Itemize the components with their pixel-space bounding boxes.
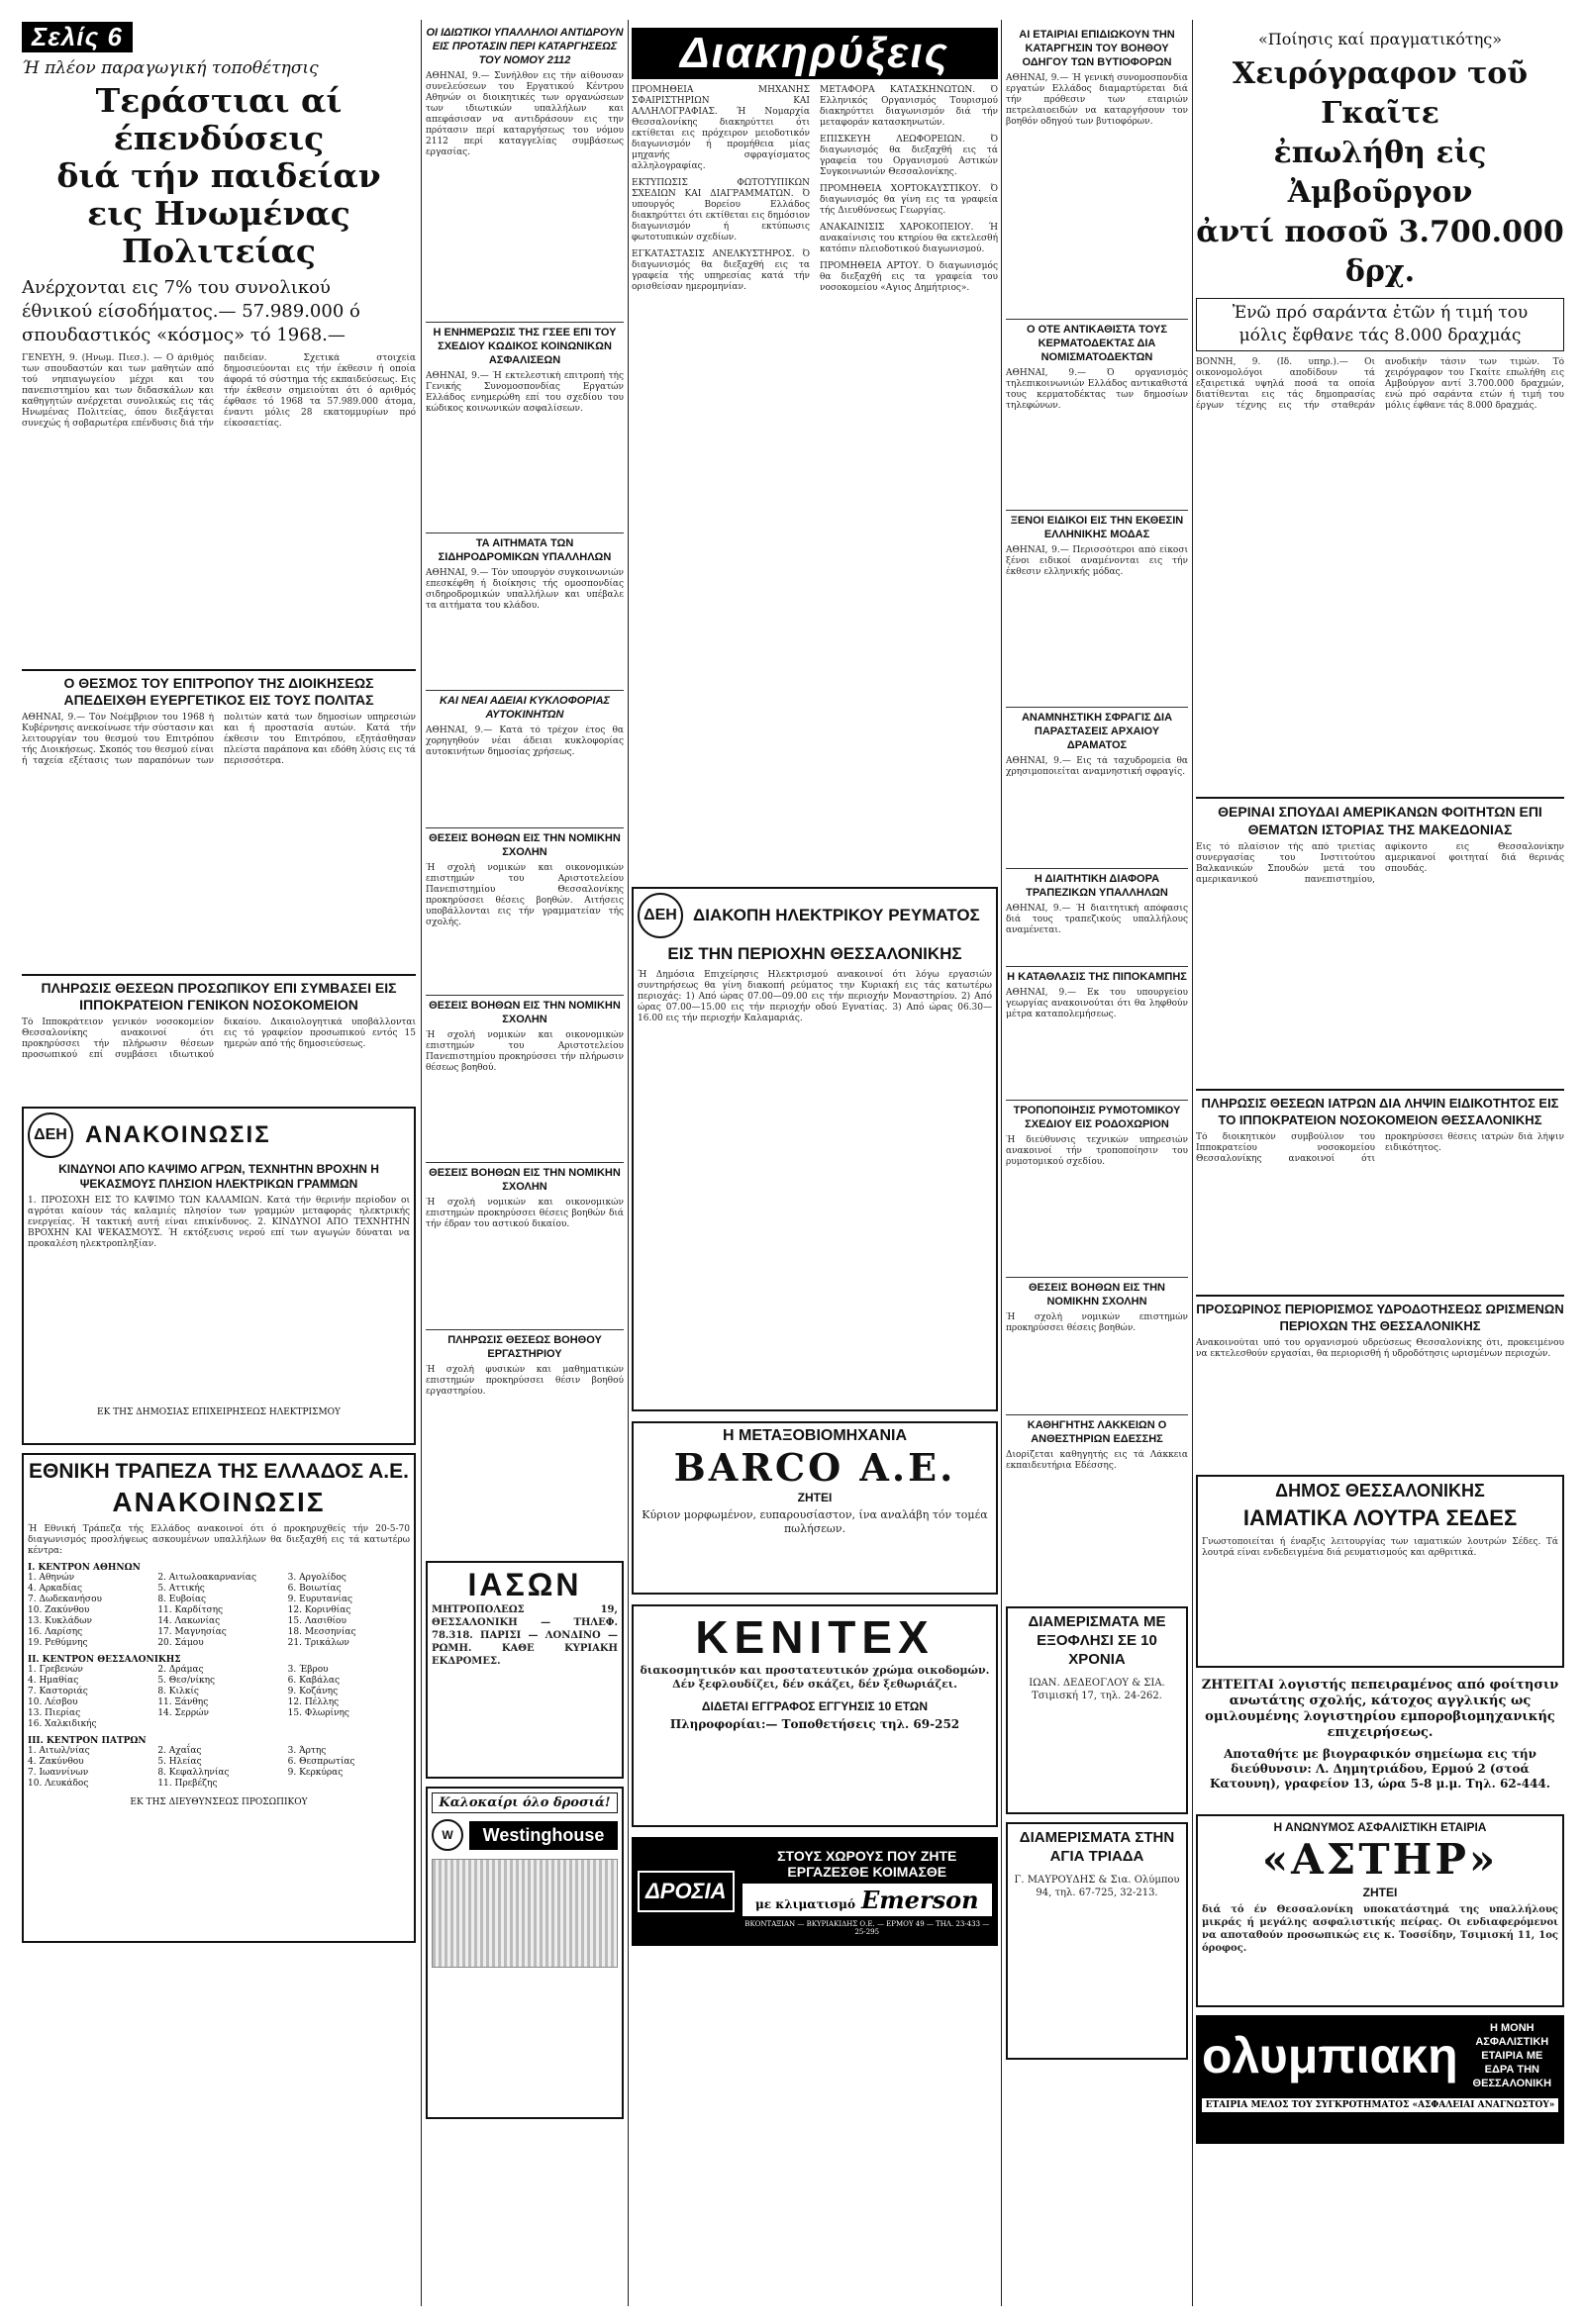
center-list-item: 1. Αιτωλ/νίας xyxy=(28,1746,90,1756)
iason-ad xyxy=(426,1561,624,1779)
article-body: ΑΘΗΝΑΙ, 9.— Ή διαιτητική απόφασις διά τους τραπεζικούς υπαλλήλους αναμένεται. xyxy=(1006,904,1188,935)
center-list-item: 2. Αχαΐας xyxy=(157,1746,202,1756)
center-title: III. ΚΕΝΤΡΟΝ ΠΑΤΡΩΝ xyxy=(28,1736,147,1746)
article-headline: ΑΝΑΜΝΗΣΤΙΚΗ ΣΦΡΑΓΙΣ ΔΙΑ ΠΑΡΑΣΤΑΣΕΙΣ ΑΡΧΑΙΟΥ ΔΡΑΜΑΤΟΣ xyxy=(1021,712,1173,751)
center-list-item: 9. Ευρυτανίας xyxy=(287,1595,353,1604)
center-list-item: 18. Μεσσηνίας xyxy=(287,1627,356,1637)
article-headline: Τεράστιαι αί έπενδύσεις διά τήν παιδείαν εις Ηνωμένας Πολιτείας xyxy=(56,81,381,270)
notice-title: ΑΝΑΚΟΙΝΩΣΙΣ xyxy=(85,1121,271,1148)
declaration-item: ΜΕΤΑΦΟΡΑ ΚΑΤΑΣΚΗΝΩΤΩΝ. Ό Ελληνικός Οργανισμός Τουρισμού διακηρύττει διαγωνισμόν διά τήν μεταφοράν κατασκηνωτών. xyxy=(820,85,998,128)
ad-ask: ΖΗΤΕΙ xyxy=(797,1491,833,1504)
ad-body: διακοσμητικόν και προστατευτικόν χρώμα οικοδομών. Δέν ξεφλουδίζει, δέν σκάζει, δέν ξεθωριάζει. xyxy=(640,1664,990,1691)
divider xyxy=(1006,966,1188,967)
article-headline: Η ΚΑΤΑΘΛΑΣΙΣ ΤΗΣ ΠΙΠΟΚΑΜΠΗΣ xyxy=(1007,971,1187,983)
bank-title: ΕΘΝΙΚΗ ΤΡΑΠΕΖΑ ΤΗΣ ΕΛΛΑΔΟΣ Α.Ε. xyxy=(29,1460,409,1483)
center-title: I. ΚΕΝΤΡΟΝ ΑΘΗΝΩΝ xyxy=(28,1563,141,1573)
center-list-item: 13. Κυκλάδων xyxy=(28,1616,93,1626)
divider xyxy=(1006,319,1188,320)
center-list-item: 16. Λαρίσης xyxy=(28,1627,83,1637)
deh-logo-icon: ΔΕΗ xyxy=(28,1113,73,1158)
divider xyxy=(1006,510,1188,511)
notice-body: 1. ΠΡΟΣΟΧΗ ΕΙΣ ΤΟ ΚΑΨΙΜΟ ΤΩΝ ΚΑΛΑΜΙΩΝ. Κατά τήν θερινήν περίοδον οι αγρόται καίουν τάς καλαμιές πλησίον των γραμμών μεταφοράς ηλεκτρικής ενεργείας. Ή τακτική αυτή είναι επικίνδυνος. 2. ΚΙΝΔΥΝΟΙ ΑΠΟ ΤΕΧΝΗΤΗΝ ΒΡΟΧΗΝ ΚΑΙ ΨΕΚΑΣΜΟΥΣ. Ή εκτόξευσις νερού επί των αγωγών δύναται να προκαλέση ηλεκτροπληξίαν. xyxy=(28,1196,410,1249)
ad-title: BARCO A.E. xyxy=(673,1445,956,1490)
notice-signature: ΕΚ ΤΗΣ ΔΗΜΟΣΙΑΣ ΕΠΙΧΕΙΡΗΣΕΩΣ ΗΛΕΚΤΡΙΣΜΟΥ xyxy=(97,1407,341,1417)
article-body: ΑΘΗΝΑΙ, 9.— Ό οργανισμός τηλεπικοινωνιών Ελλάδος αντικαθιστά τους κερματοδέκτας των δημοσίων τηλεφώνων. xyxy=(1006,368,1188,411)
ad-title: ΔΙΑΜΕΡΙΣΜΑΤΑ ΣΤΗΝ ΑΓΙΑ ΤΡΙΑΔΑ xyxy=(1019,1829,1175,1865)
article-headline: ΤΡΟΠΟΠΟΙΗΣΙΣ ΡΥΜΟΤΟΜΙΚΟΥ ΣΧΕΔΙΟΥ ΕΙΣ ΡΟΔΟΧΩΡΙΟΝ xyxy=(1013,1105,1181,1130)
barco-ad xyxy=(632,1421,998,1595)
article-body: ΑΘΗΝΑΙ, 9.— Ή γενική συνομοσπονδία εργατών Ελλάδος διαμαρτύρεται διά τήν πρόθεσιν των εταιριών πετρελαιοειδών να καταργήσουν τον βοηθόν οδηγού των βυτιοφόρων. xyxy=(1006,73,1188,127)
column-rule xyxy=(1001,20,1002,2306)
center-list-item: 4. Ζακύνθου xyxy=(28,1757,84,1767)
article-body: ΒΟΝΝΗ, 9. (Ιδ. υπηρ.).— Οι οικονομολόγοι αποδίδουν τά εξαιρετικά υψηλά ποσά τα οποία διατίθενται εις τάς δημοπρασίας έργων τέχνης εις τήν σταθεράν ανοδικήν τάσιν των τιμών. Τό χειρόγραφον του Γκαίτε επωλήθη εις Αμβούργον αντί 3.700.000 δραχμών, ενώ πρό σαράντα ετών ή τιμή του μόλις έφθανε τάς 8.000 δραχμάς. xyxy=(1196,357,1564,411)
center-list-item: 21. Τρικάλων xyxy=(287,1638,349,1648)
center-list-item: 7. Δωδεκανήσου xyxy=(28,1595,102,1604)
sedes-baths-notice xyxy=(1196,1475,1564,1668)
power-cut-notice xyxy=(632,887,998,1411)
ad-title: ΙΑΣΩΝ xyxy=(467,1567,582,1602)
center-list-item: 6. Καβάλας xyxy=(287,1676,341,1686)
center-list-item: 19. Ρεθύμνης xyxy=(28,1638,88,1648)
center-list-item: 15. Λασιθίου xyxy=(287,1616,346,1626)
center-list-item: 14. Σερρών xyxy=(157,1708,209,1718)
divider xyxy=(1006,1277,1188,1278)
article-body: ΑΘΗΝΑΙ, 9.— Τόν υπουργόν συγκοινωνιών επεσκέφθη ή διοίκησις τής ομοσπονδίας σιδηροδρομικών υπαλλήλων και υπέβαλε τα αιτήματα του κλάδου. xyxy=(426,568,624,611)
declaration-item: ΠΡΟΜΗΘΕΙΑ ΑΡΤΟΥ. Ό διαγωνισμός θα διεξαχθή εις τα γραφεία του νοσοκομείου «Αγιος Δημήτριος». xyxy=(820,261,998,293)
center-list xyxy=(28,1746,410,1790)
center-list-item: 14. Λακωνίας xyxy=(157,1616,221,1626)
center-list xyxy=(28,1665,410,1730)
center-list-item: 6. Θεσπρωτίας xyxy=(287,1757,355,1767)
article-body: ΑΘΗΝΑΙ, 9.— Κατά τό τρέχον έτος θα χορηγηθούν νέαι άδειαι κυκλοφορίας αυτοκινήτων δημοσίας χρήσεως. xyxy=(426,726,624,757)
article-headline: ΚΑΘΗΓΗΤΗΣ ΛΑΚΚΕΙΩΝ Ο ΑΝΘΕΣΤΗΡΙΩΝ ΕΔΕΣΣΗΣ xyxy=(1027,1419,1167,1445)
article-headline: ΘΕΣΕΙΣ ΒΟΗΘΩΝ ΕΙΣ ΤΗΝ ΝΟΜΙΚΗΝ ΣΧΟΛΗΝ xyxy=(429,1000,621,1025)
center-list-item: 3. Αργολίδος xyxy=(287,1573,346,1583)
deh-logo-icon: ΔΕΗ xyxy=(638,893,683,938)
divider xyxy=(426,1329,624,1330)
deh-notice xyxy=(22,1107,416,1445)
apartments-ad xyxy=(1006,1822,1188,2060)
article-headline: ΘΕΣΕΙΣ ΒΟΗΘΩΝ ΕΙΣ ΤΗΝ ΝΟΜΙΚΗΝ ΣΧΟΛΗΝ xyxy=(1028,1282,1166,1307)
center-list-item: 3. Άρτης xyxy=(287,1746,327,1756)
divider xyxy=(1196,1089,1564,1091)
bank-subtitle: ΑΝΑΚΟΙΝΩΣΙΣ xyxy=(112,1487,326,1517)
w-logo-icon: W xyxy=(432,1819,463,1851)
center-list-item: 11. Πρεβέζης xyxy=(157,1779,218,1789)
divider xyxy=(426,1162,624,1163)
ad-address: ΒΚΟΝΤΑΞΙΑΝ — ΒΚΥΡΙΑΚΙΔΗΣ Ο.Ε. — ΕΡΜΟΥ 49 — ΤΗΛ. 23-433 — 25-295 xyxy=(744,1919,990,1936)
article-headline: Η ΕΝΗΜΕΡΩΣΙΣ ΤΗΣ ΓΣΕΕ ΕΠΙ ΤΟΥ ΣΧΕΔΙΟΥ ΚΩΔΙΚΟΣ ΚΟΙΝΩΝΙΚΩΝ ΑΣΦΑΛΙΣΕΩΝ xyxy=(433,327,617,366)
ad-info: Πληροφορίαι:— Τοποθετήσεις τηλ. 69-252 xyxy=(669,1717,960,1731)
ad-body: Γ. ΜΑΥΡΟΥΔΗΣ & Σια. Ολύμπου 94, τηλ. 67-725, 32-213. xyxy=(1014,1875,1180,1898)
article-body: Ή σχολή νομικών και οικονομικών επιστημών του Αριστοτελείου Πανεπιστημίου προκηρύσσει τήν πλήρωσιν θέσεως βοηθού. xyxy=(426,1030,624,1073)
article-kicker: «Ποίησις καί πραγματικότης» xyxy=(1257,30,1503,48)
section-label: Σελίς 6 xyxy=(22,22,133,52)
notice-body: Γνωστοποιείται ή έναρξις λειτουργίας των ιαματικών λουτρών Σέδες. Τά λουτρά είναι ενδεδειγμένα διά ρευματισμούς και αρθριτικά. xyxy=(1202,1537,1558,1558)
ad-brand: Emerson xyxy=(860,1885,979,1914)
article-headline: ΠΛΗΡΩΣΙΣ ΘΕΣΕΩΣ ΒΟΗΘΟΥ ΕΡΓΑΣΤΗΡΙΟΥ xyxy=(447,1334,602,1360)
center-list-item: 8. Κιλκίς xyxy=(157,1687,199,1696)
declaration-item: ΑΝΑΚΑΙΝΙΣΙΣ ΧΑΡΟΚΟΠΕΙΟΥ. Ή ανακαίνισις του κτηρίου θα εκτελεσθή κατόπιν πλειοδοτικού διαγωνισμού. xyxy=(820,223,998,254)
article-headline: ΠΡΟΣΩΡΙΝΟΣ ΠΕΡΙΟΡΙΣΜΟΣ ΥΔΡΟΔΟΤΗΣΕΩΣ ΩΡΙΣΜΕΝΩΝ ΠΕΡΙΟΧΩΝ ΤΗΣ ΘΕΣΣΑΛΟΝΙΚΗΣ xyxy=(1196,1302,1564,1333)
center-list-item: 12. Κορινθίας xyxy=(287,1605,351,1615)
article-body: Ανακοινούται υπό του οργανισμού υδρεύσεως Θεσσαλονίκης ότι, προκειμένου να εκτελεσθούν εργασίαι, θα περιορισθή ή υδροδότησις ωρισμένων περιοχών. xyxy=(1196,1338,1564,1359)
ad-title: ΔΙΑΜΕΡΙΣΜΑΤΑ ΜΕ ΕΞΟΦΛΗΣΙ ΣΕ 10 ΧΡΟΝΙΑ xyxy=(1028,1613,1166,1668)
center-list-item: 1. Αθηνών xyxy=(28,1573,75,1583)
divider xyxy=(426,322,624,323)
article-headline: ΑΙ ΕΤΑΙΡΙΑΙ ΕΠΙΔΙΩΚΟΥΝ ΤΗΝ ΚΑΤΑΡΓΗΣΙΝ ΤΟΥ ΒΟΗΘΟΥ ΟΔΗΓΟΥ ΤΩΝ ΒΥΤΙΟΦΟΡΩΝ xyxy=(1019,29,1175,68)
article-headline: Η ΔΙΑΙΤΗΤΙΚΗ ΔΙΑΦΟΡΑ ΤΡΑΠΕΖΙΚΩΝ ΥΠΑΛΛΗΛΩΝ xyxy=(1026,873,1168,899)
center-list-item: 17. Μαγνησίας xyxy=(157,1627,227,1637)
center-list-item: 20. Σάμου xyxy=(157,1638,204,1648)
declaration-item: ΕΓΚΑΤΑΣΤΑΣΙΣ ΑΝΕΛΚΥΣΤΗΡΟΣ. Ό διαγωνισμός θα διεξαχθή εις τα γραφεία τής υπηρεσίας κατά τήν ορισθείσαν ημερομηνίαν. xyxy=(632,249,810,292)
ad-subtitle: Η ΑΝΩΝΥΜΟΣ ΑΣΦΑΛΙΣΤΙΚΗ ΕΤΑΙΡΙΑ xyxy=(1273,1820,1487,1834)
emerson-ad xyxy=(632,1837,998,1946)
notice-title: ΔΗΜΟΣ ΘΕΣΣΑΛΟΝΙΚΗΣ xyxy=(1275,1481,1485,1501)
center-list-item: 10. Λευκάδος xyxy=(28,1779,89,1789)
declaration-item: ΠΡΟΜΗΘΕΙΑ ΜΗΧΑΝΗΣ ΣΦΑΙΡΙΣΤΗΡΙΩΝ ΚΑΙ ΑΛΛΗΛΟΓΡΑΦΙΑΣ. Ή Νομαρχία Θεσσαλονίκης διακηρύττει ότι εκτίθεται εις πρόχειρον μειοδοτικόν διαγωνισμόν ή προμήθεια μίας μηχανής σφραγίσματος αλληλογραφίας. xyxy=(632,85,810,171)
center-list-item: 9. Κερκύρας xyxy=(287,1768,344,1778)
notice-body: Ή Δημόσια Επιχείρησις Ηλεκτρισμού ανακοινοί ότι λόγω εργασιών συντηρήσεως θα γίνη διακοπή ρεύματος την Κυριακή εις τάς κατωτέρω περιοχάς: 1) Από ώρας 07.00—09.00 εις τήν περιοχήν Μοναστηρίου. 2) Από ώρας 07.00—15.00 εις τήν περιοχήν οδού Εγνατίας. 3) Από ώρας 06.30—16.00 εις τήν περιοχήν Καλαμαριάς. xyxy=(638,970,992,1023)
column-4 xyxy=(1006,0,1188,2060)
ad-pre: με κλιματισμό xyxy=(754,1896,855,1911)
center-list-item: 10. Λέσβου xyxy=(28,1697,78,1707)
ad-tagline: Η ΜΟΝΗ ΑΣΦΑΛΙΣΤΙΚΗ ΕΤΑΙΡΙΑ ΜΕ ΕΔΡΑ ΤΗΝ ΘΕΣΣΑΛΟΝΙΚΗ xyxy=(1472,2022,1552,2089)
article-body: Τό Ιπποκράτειον γενικόν νοσοκομείον Θεσσαλονίκης ανακοινοί ότι προκηρύσσει τήν πλήρωσιν θέσεων προσωπικού επί συμβάσει ιδιωτικού δικαίου. Δικαιολογητικά υποβάλλονται εις τό γραφείον προσωπικού εντός 15 ημερών από τής δημοσιεύσεως. xyxy=(22,1017,416,1060)
ad-brand: Westinghouse xyxy=(469,1821,618,1850)
declarations-body xyxy=(632,85,998,877)
article-body: Ή σχολή νομικών και οικονομικών επιστημών του Αριστοτελείου Πανεπιστημίου Θεσσαλονίκης προκηρύσσει θέσεις βοηθών. Αιτήσεις υποβάλλονται εις τήν γραμματείαν τής σχολής. xyxy=(426,863,624,927)
notice-title: ΔΙΑΚΟΠΗ ΗΛΕΚΤΡΙΚΟΥ ΡΕΥΜΑΤΟΣ xyxy=(693,906,980,924)
air-conditioner-image xyxy=(432,1859,618,1968)
ad-body: ΜΗΤΡΟΠΟΛΕΩΣ 19, ΘΕΣΣΑΛΟΝΙΚΗ — ΤΗΛΕΦ. 78.318. ΠΑΡΙΣΙ — ΛΟΝΔΙΝΟ — ΡΩΜΗ. ΚΑΘΕ ΚΥΡΙΑΚΗ ΕΚΔΡΟΜΕΣ. xyxy=(432,1604,618,1667)
declaration-item: ΠΡΟΜΗΘΕΙΑ ΧΟΡΤΟΚΑΥΣΤΙΚΟΥ. Ό διαγωνισμός θα γίνη εις τα γραφεία τής Διευθύνσεως Γεωργίας. xyxy=(820,184,998,216)
center-list-item: 6. Βοιωτίας xyxy=(287,1584,342,1594)
column-3 xyxy=(632,0,998,1946)
center-list-item: 5. Αττικής xyxy=(157,1584,205,1594)
divider xyxy=(1006,868,1188,869)
divider xyxy=(426,827,624,828)
ad-tagline: ΣΤΟΥΣ ΧΩΡΟΥΣ ΠΟΥ ΖΗΤΕ ΕΡΓΑΖΕΣΘΕ ΚΟΙΜΑΣΘΕ xyxy=(777,1847,957,1880)
center-list-item: 15. Φλωρίνης xyxy=(287,1708,349,1718)
divider xyxy=(426,995,624,996)
divider xyxy=(1196,797,1564,799)
ad-guarantee: ΔΙΔΕΤΑΙ ΕΓΓΡΑΦΟΣ ΕΓΓΥΗΣΙΣ 10 ΕΤΩΝ xyxy=(701,1699,929,1713)
divider xyxy=(1006,707,1188,708)
notice-subtitle: ΕΙΣ ΤΗΝ ΠΕΡΙΟΧΗΝ ΘΕΣΣΑΛΟΝΙΚΗΣ xyxy=(667,944,962,963)
center-list-item: 4. Αρκαδίας xyxy=(28,1584,83,1594)
declaration-item: ΕΚΤΥΠΩΣΙΣ ΦΩΤΟΤΥΠΙΚΩΝ ΣΧΕΔΙΩΝ ΚΑΙ ΔΙΑΓΡΑΜΜΑΤΩΝ. Ό υπουργός Βορείου Ελλάδος διακηρύττει ότι εκτίθεται εις δημόσιον διαγωνισμόν ή εκτύπωσις φωτοτυπικών σχεδίων. xyxy=(632,178,810,242)
center-list-item: 5. Ηλείας xyxy=(157,1757,202,1767)
center-list-item: 10. Ζακύνθου xyxy=(28,1605,90,1615)
column-5 xyxy=(1196,0,1564,2144)
center-list-item: 4. Ημαθίας xyxy=(28,1676,79,1686)
bank-notice xyxy=(22,1453,416,1943)
center-list-item: 3. Έβρου xyxy=(287,1665,329,1675)
article-deck: Ἐνῶ πρό σαράντα ἐτῶν ή τιμή του μόλις ἔφθανε τάς 8.000 δραχμάς xyxy=(1196,298,1564,351)
bank-body: Ή Εθνική Τράπεζα τής Ελλάδος ανακοινοί ότι ό προκηρυχθείς τήν 20-5-70 διαγωνισμός προσλήψεως ασκουμένων υπαλλήλων θα διεξαχθή εις τά κατωτέρω κέντρα: xyxy=(28,1524,410,1556)
center-list-item: 5. Θεσ/νίκης xyxy=(157,1676,216,1686)
article-headline: ΠΛΗΡΩΣΙΣ ΘΕΣΕΩΝ ΠΡΟΣΩΠΙΚΟΥ ΕΠΙ ΣΥΜΒΑΣΕΙ ΕΙΣ ΙΠΠΟΚΡΑΤΕΙΟΝ ΓΕΝΙΚΟΝ ΝΟΣΟΚΟΜΕΙΟΝ xyxy=(41,980,397,1013)
notice-subtitle: ΚΙΝΔΥΝΟΙ ΑΠΟ ΚΑΨΙΜΟ ΑΓΡΩΝ, ΤΕΧΝΗΤΗΝ ΒΡΟΧΗΝ Η ΨΕΚΑΣΜΟΥΣ ΠΛΗΣΙΟΝ ΗΛΕΚΤΡΙΚΩΝ ΓΡΑΜΜΩΝ xyxy=(58,1162,379,1191)
article-body: ΑΘΗΝΑΙ, 9.— Εις τά ταχυδρομεία θα χρησιμοποιείται αναμνηστική σφραγίς. xyxy=(1006,756,1188,777)
center-list-item: 7. Καστοριάς xyxy=(28,1687,88,1696)
article-body: Εις τό πλαίσιον τής από τριετίας συνεργασίας του Ινστιτούτου Βαλκανικών Σπουδών μετά του αμερικανικού πανεπιστημίου, αφίκοντο εις Θεσσαλονίκην αμερικανοί φοιτηταί διά θερινάς σπουδάς. xyxy=(1196,842,1564,885)
article-body: ΑΘΗΝΑΙ, 9.— Τόν Νοέμβριον του 1968 ή Κυβέρνησις ανεκοίνωσε τήν σύστασιν και λειτουργίαν του θεσμού του Επιτρόπου τής Διοικήσεως. Σκοπός του θεσμού είναι ή ταχεία εξέτασις των παραπόνων των πολιτών κατά των δημοσίων υπηρεσιών και ή προστασία αυτών. Κατά τήν έκθεσιν του Επιτρόπου, εξητάσθησαν πλείστα παράπονα και εδόθη λύσις εις τά περισσότερα. xyxy=(22,713,416,766)
article-body: ΑΘΗΝΑΙ, 9.— Περισσότεροι από είκοσι ξένοι ειδικοί αναμένονται εις τήν έκθεσιν ελληνικής μόδας. xyxy=(1006,545,1188,577)
aster-ad xyxy=(1196,1814,1564,2007)
column-1 xyxy=(22,0,416,1943)
accountant-ad xyxy=(1196,1678,1564,1806)
article-headline: ΘΕΡΙΝΑΙ ΣΠΟΥΔΑΙ ΑΜΕΡΙΚΑΝΩΝ ΦΟΙΤΗΤΩΝ ΕΠΙ ΘΕΜΑΤΩΝ ΙΣΤΟΡΙΑΣ ΤΗΣ ΜΑΚΕΔΟΝΙΑΣ xyxy=(1218,804,1542,837)
article-headline: Ο ΘΕΣΜΟΣ ΤΟΥ ΕΠΙΤΡΟΠΟΥ ΤΗΣ ΔΙΟΙΚΗΣΕΩΣ ΑΠΕΔΕΙΧΘΗ ΕΥΕΡΓΕΤΙΚΟΣ ΕΙΣ ΤΟΥΣ ΠΟΛΙΤΑΣ xyxy=(63,675,374,708)
center-list xyxy=(28,1573,410,1649)
ad-left-word: ΔΡΟΣΙΑ xyxy=(638,1871,735,1912)
center-list-item: 2. Δράμας xyxy=(157,1665,204,1675)
ad-ask: ΖΗΤΕΙ xyxy=(1362,1886,1398,1899)
article-headline: ΘΕΣΕΙΣ ΒΟΗΘΩΝ ΕΙΣ ΤΗΝ ΝΟΜΙΚΗΝ ΣΧΟΛΗΝ xyxy=(429,832,621,858)
article-headline: Ο ΟΤΕ ΑΝΤΙΚΑΘΙΣΤΑ ΤΟΥΣ ΚΕΡΜΑΤΟΔΕΚΤΑΣ ΔΙΑ ΝΟΜΙΣΜΑΤΟΔΕΚΤΩΝ xyxy=(1027,324,1167,363)
ad-title: KENITEX xyxy=(695,1611,935,1663)
center-list-item: 13. Πιερίας xyxy=(28,1708,81,1718)
article-body: Τό διοικητικόν συμβούλιον του Ιπποκρατείου νοσοκομείου Θεσσαλονίκης ανακοινοί ότι προκηρύσσει θέσεις ιατρών διά λήψιν ειδικότητος. xyxy=(1196,1132,1564,1164)
article-headline: ΘΕΣΕΙΣ ΒΟΗΘΩΝ ΕΙΣ ΤΗΝ ΝΟΜΙΚΗΝ ΣΧΟΛΗΝ xyxy=(429,1167,621,1193)
article-body: ΓΕΝΕΥΗ, 9. (Ηνωμ. Πιεσ.). — Ο άριθμός των σπουδαστών και των μαθητών από τού νηπιαγωγείου μέχρι και του πανεπιστημίου και των διδασκάλων και καθηγητών ανέρχεται συνολικώς εις τάς Ηνωμένας Πολιτείας, όπου διεξάγεται συνεχώς ή σοβαρωτέρα επένδυσις διά τήν παιδείαν. Σχετικά στοιχεία δημοσιεύονται εις τήν έκθεσιν ή οποία άφορά τό σύστημα τής εκπαιδεύσεως. Εις τήν έκθεσιν σημειούται ότι ό αριθμός έφθασε τό 1968 τα 57.989.000 άτομα, έναντι μόλις 28 εκατομμυρίων πρό είκοσαετίας. xyxy=(22,353,416,429)
divider xyxy=(1006,1414,1188,1415)
declarations-banner: Διακηρύξεις xyxy=(632,28,998,79)
divider xyxy=(22,974,416,976)
center-list-item: 7. Ιωαννίνων xyxy=(28,1768,89,1778)
ad-body: Αποταθήτε με βιογραφικόν σημείωμα εις τήν διεύθυνσιν: Λ. Δημητριάδου, Ερμού 2 (στοά Κατουνη), γραφείον 13, ώρα 5-8 μ.μ. Τηλ. 62-444. xyxy=(1210,1747,1550,1791)
ad-body: ΙΩΑΝ. ΔΕΔΕΟΓΛΟΥ & ΣΙΑ. Τσιμισκή 17, τηλ. 24-262. xyxy=(1029,1678,1165,1701)
ad-footer: ΕΤΑΙΡΙΑ ΜΕΛΟΣ ΤΟΥ ΣΥΓΚΡΟΤΗΜΑΤΟΣ «ΑΣΦΑΛΕΙΑΙ ΑΝΑΓΝΩΣΤΟΥ» xyxy=(1202,2098,1558,2112)
article-headline: ΠΛΗΡΩΣΙΣ ΘΕΣΕΩΝ ΙΑΤΡΩΝ ΔΙΑ ΛΗΨΙΝ ΕΙΔΙΚΟΤΗΤΟΣ ΕΙΣ ΤΟ ΙΠΠΟΚΡΑΤΕΙΟΝ ΝΟΣΟΚΟΜΕΙΟΝ ΘΕΣΣΑΛΟΝΙΚΗΣ xyxy=(1201,1096,1559,1127)
article-headline: ΞΕΝΟΙ ΕΙΔΙΚΟΙ ΕΙΣ ΤΗΝ ΕΚΘΕΣΙΝ ΕΛΛΗΝΙΚΗΣ ΜΟΔΑΣ xyxy=(1010,515,1184,540)
center-list-item: 11. Ξάνθης xyxy=(157,1697,209,1707)
center-list-item: 12. Πέλλης xyxy=(287,1697,340,1707)
divider xyxy=(22,669,416,671)
article-body: ΑΘΗΝΑΙ, 9.— Εκ του υπουργείου γεωργίας ανακοινούται ότι θα ληφθούν μέτρα καταπολεμήσεως. xyxy=(1006,988,1188,1019)
center-list-item: 9. Κοζάνης xyxy=(287,1687,339,1696)
bank-signature: ΕΚ ΤΗΣ ΔΙΕΥΘΥΝΣΕΩΣ ΠΡΟΣΩΠΙΚΟΥ xyxy=(130,1797,308,1807)
column-rule xyxy=(421,20,422,2306)
article-headline: ΟΙ ΙΔΙΩΤΙΚΟΙ ΥΠΑΛΛΗΛΟΙ ΑΝΤΙΔΡΟΥΝ ΕΙΣ ΠΡΟΤΑΣΙΝ ΠΕΡΙ ΚΑΤΑΡΓΗΣΕΩΣ ΤΟΥ ΝΟΜΟΥ 2112 xyxy=(426,27,624,66)
ad-subtitle: Η ΜΕΤΑΞΟΒΙΟΜΗΧΑΝΙΑ xyxy=(723,1427,907,1444)
ad-title: ΖΗΤΕΙΤΑΙ λογιστής πεπειραμένος από φοίτησιν ανωτάτης σχολής, κάτοχος αγγλικής ως ομιλουμένης λογιστηρίου εμποροβιομηχανικής επιχειρήσεως. xyxy=(1201,1678,1559,1740)
divider xyxy=(1196,1295,1564,1297)
article-headline: ΤΑ ΑΙΤΗΜΑΤΑ ΤΩΝ ΣΙΔΗΡΟΔΡΟΜΙΚΩΝ ΥΠΑΛΛΗΛΩΝ xyxy=(438,537,612,563)
center-list-item: 8. Κεφαλληνίας xyxy=(157,1768,230,1778)
ad-body: διά τό έν Θεσσαλονίκη υποκατάστημά της υπαλλήλους μικράς ή μεγάλης ασφαλιστικής πείρας. Οι ενδιαφερόμενοι να αποταθούν προσωπικώς εις κ. Τοσσίδην, Τσιμισκή 11, 1ος όροφος. xyxy=(1202,1904,1558,1954)
center-list-item: 8. Ευβοίας xyxy=(157,1595,207,1604)
article-deck: Ανέρχονται εις 7% του συνολικού έθνικού είσοδήματος.— 57.989.000 ό σπουδαστικός «κόσμος» τό 1968.— xyxy=(22,277,360,345)
ad-subtitle: Καλοκαίρι όλο δροσιά! xyxy=(432,1792,618,1813)
declaration-item: ΕΠΙΣΚΕΥΗ ΛΕΩΦΟΡΕΙΩΝ. Ό διαγωνισμός θα διεξαχθή εις τά γραφεία του Οργανισμού Αστικών Συγκοινωνιών Θεσσαλονίκης. xyxy=(820,135,998,177)
center-title: II. ΚΕΝΤΡΟΝ ΘΕΣΣΑΛΟΝΙΚΗΣ xyxy=(28,1655,181,1665)
article-headline: Χειρόγραφον τοῦ Γκαῖτε ἐπωλήθη εἰς Ἀμβοῦργον ἀντί ποσοῦ 3.700.000 δρχ. xyxy=(1196,56,1564,289)
article-body: ΑΘΗΝΑΙ, 9.— Συνήλθον εις τήν αίθουσαν συνελεύσεων του Εργατικού Κέντρου Αθηνών οι διοικητικές των οργανώσεων των ιδιωτικών υπαλλήλων και απεφάσισαν να αντιδράσουν εις την πρότασιν περί καταργήσεως του νόμου 2112 περί καταγγελίας συμβάσεως εργασίας. xyxy=(426,71,624,157)
article-body: Διορίζεται καθηγητής εις τά Λάκκεια εκπαιδευτήρια Εδέσσης. xyxy=(1006,1450,1188,1471)
westinghouse-ad xyxy=(426,1787,624,2119)
center-list-item: 2. Αιτωλοακαρνανίας xyxy=(157,1573,256,1583)
divider xyxy=(1006,1100,1188,1101)
article-body: Ή σχολή φυσικών και μαθηματικών επιστημών προκηρύσσει θέσιν βοηθού εργαστηρίου. xyxy=(426,1365,624,1397)
ad-brand: ολυμπιακη xyxy=(1202,2028,1458,2083)
ad-title: «ΑΣΤΗΡ» xyxy=(1261,1835,1499,1884)
article-body: Ή σχολή νομικών επιστημών προκηρύσσει θέσεις βοηθών. xyxy=(1006,1312,1188,1333)
divider xyxy=(426,690,624,691)
olympiaki-ad xyxy=(1196,2015,1564,2144)
center-list-item: 1. Γρεβενών xyxy=(28,1665,83,1675)
article-headline: ΚΑΙ ΝΕΑΙ ΑΔΕΙΑΙ ΚΥΚΛΟΦΟΡΙΑΣ ΑΥΤΟΚΙΝΗΤΩΝ xyxy=(439,695,611,721)
kenitex-ad xyxy=(632,1604,998,1827)
column-rule xyxy=(1192,20,1193,2306)
article-body: Ή διεύθυνσις τεχνικών υπηρεσιών ανακοινοί τήν τροποποίησιν του ρυμοτομικού σχεδίου. xyxy=(1006,1135,1188,1167)
center-list-item: 11. Καρδίτσης xyxy=(157,1605,224,1615)
center-list-item: 16. Χαλκιδικής xyxy=(28,1719,97,1729)
notice-subtitle: ΙΑΜΑΤΙΚΑ ΛΟΥΤΡΑ ΣΕΔΕΣ xyxy=(1242,1505,1518,1530)
article-body: Ή σχολή νομικών και οικονομικών επιστημών προκηρύσσει θέσεις βοηθών διά τήν έδραν του αστικού δικαίου. xyxy=(426,1198,624,1229)
page-header xyxy=(22,22,416,52)
apartments-ad xyxy=(1006,1606,1188,1814)
ad-body: Κύριον μορφωμένον, ευπαρουσίαστον, ίνα αναλάβη τόν τομέα πωλήσεων. xyxy=(642,1508,988,1535)
column-2 xyxy=(426,0,624,2119)
article-body: ΑΘΗΝΑΙ, 9.— Ή εκτελεστική επιτροπή τής Γενικής Συνομοσπονδίας Εργατών Ελλάδος ενημερώθη επί του σχεδίου του κώδικος κοινωνικών ασφαλίσεων. xyxy=(426,371,624,414)
article-kicker: Ή πλέον παραγωγική τοποθέτησις xyxy=(22,58,319,78)
column-rule xyxy=(628,20,629,2306)
